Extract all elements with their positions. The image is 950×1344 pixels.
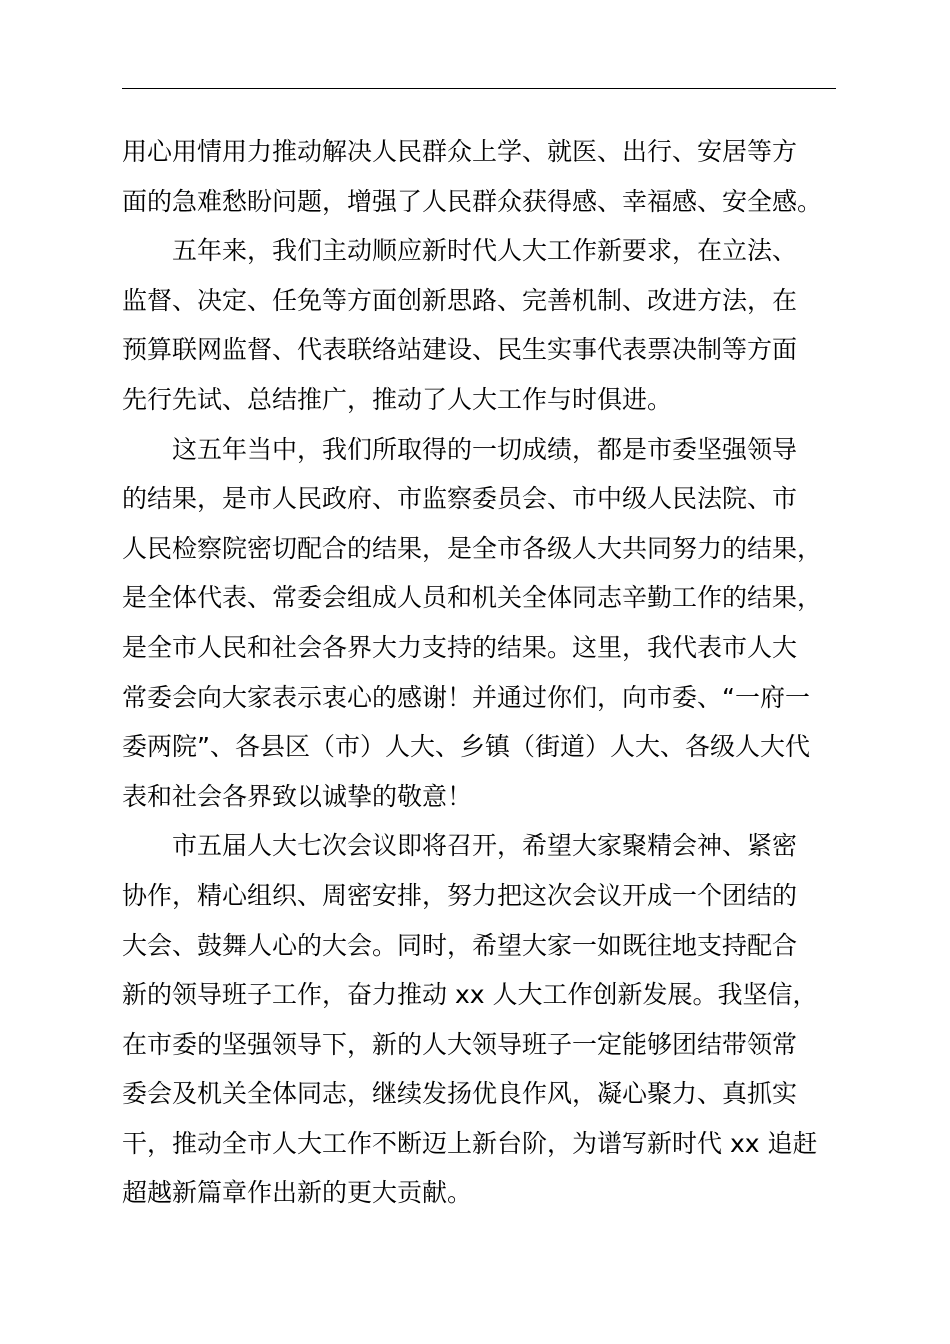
text-line: 委两院”、各县区（市）人大、乡镇（街道）人大、各级人大代 [122, 732, 810, 762]
text-line: 大会、鼓舞人心的大会。同时，希望大家一如既往地支持配合 [122, 930, 798, 960]
text-line: 协作，精心组织、周密安排，努力把这次会议开成一个团结的 [122, 880, 798, 910]
text-line: 用心用情用力推动解决人民群众上学、就医、出行、安居等方 [122, 137, 798, 166]
text-line: 表和社会各界致以诚挚的敬意！ [122, 781, 473, 811]
text-line: 预算联网监督、代表联络站建设、民生实事代表票决制等方面 [122, 335, 798, 365]
header-rule [122, 88, 836, 89]
text-line: 面的急难愁盼问题，增强了人民群众获得感、幸福感、安全感。 [122, 186, 823, 216]
text-line: 超越新篇章作出新的更大贡献。 [122, 1178, 473, 1208]
text-line: 市五届人大七次会议即将召开，希望大家聚精会神、紧密 [122, 831, 798, 861]
text-line: 人民检察院密切配合的结果，是全市各级人大共同努力的结果， [122, 533, 823, 563]
text-line: 监督、决定、任免等方面创新思路、完善机制、改进方法，在 [122, 285, 798, 315]
text-line: 的结果，是市人民政府、市监察委员会、市中级人民法院、市 [122, 484, 798, 514]
text-line: 委会及机关全体同志，继续发扬优良作风，凝心聚力、真抓实 [122, 1079, 798, 1109]
text-line: 新的领导班子工作，奋力推动 xx 人大工作创新发展。我坚信， [122, 980, 818, 1010]
text-line: 常委会向大家表示衷心的感谢！并通过你们，向市委、“一府一 [122, 682, 810, 712]
text-line: 在市委的坚强领导下，新的人大领导班子一定能够团结带领常 [122, 1029, 798, 1059]
text-line: 五年来，我们主动顺应新时代人大工作新要求，在立法、 [122, 236, 798, 266]
document-body [122, 127, 838, 1218]
text-line: 是全体代表、常委会组成人员和机关全体同志辛勤工作的结果， [122, 583, 823, 613]
text-line: 这五年当中，我们所取得的一切成绩，都是市委坚强领导 [122, 434, 798, 464]
text-line: 干，推动全市人大工作不断迈上新台阶，为谱写新时代 xx 追赶 [122, 1128, 818, 1158]
text-line: 是全市人民和社会各界大力支持的结果。这里，我代表市人大 [122, 632, 798, 662]
text-line: 先行先试、总结推广，推动了人大工作与时俱进。 [122, 384, 673, 414]
